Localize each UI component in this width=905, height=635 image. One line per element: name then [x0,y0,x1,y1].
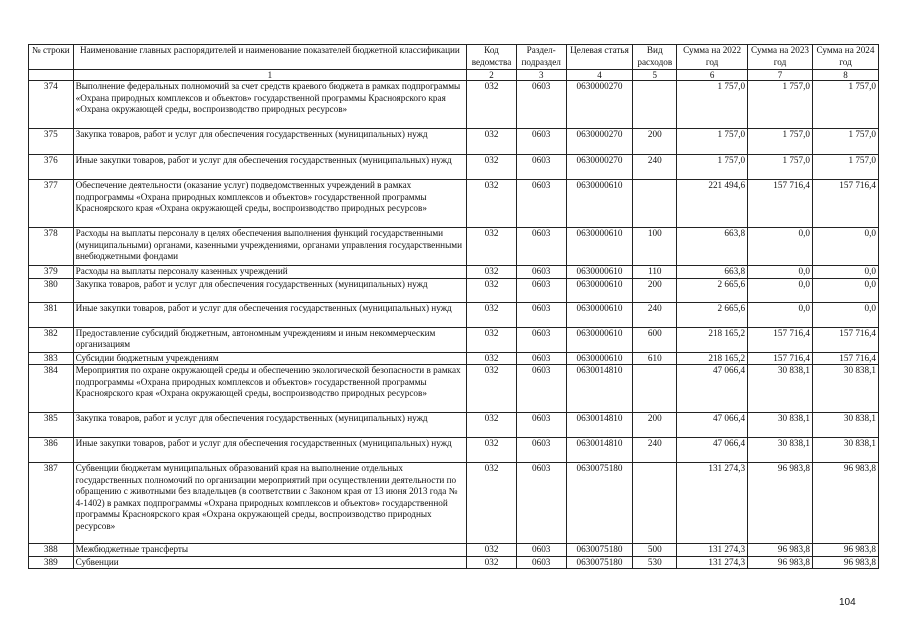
column-number: 8 [813,70,879,81]
target-item: 0630000610 [566,266,633,279]
department-code: 032 [467,413,517,438]
column-number: 2 [467,70,517,81]
table-row [29,81,879,129]
row-number: 387 [29,463,74,544]
sum-2024: 157 716,4 [813,352,879,365]
sum-2024: 0,0 [813,266,879,279]
sum-2023: 30 838,1 [748,413,813,438]
header-sum-2023: Сумма на 2023 год [748,45,813,70]
department-code: 032 [467,302,517,327]
row-name: Обеспечение деятельности (оказание услуг) подведомственных учреждений в рамках подпрограммы «Охрана природных комплексов и объектов» государственной программы Красноярского края «Охрана окружающей среды, воспроизводство природных ресурсов» [73,180,467,228]
expense-kind: 240 [633,155,677,180]
row-number: 388 [29,544,74,557]
target-item: 0630014810 [566,413,633,438]
expense-kind: 530 [633,556,677,569]
expense-kind: 240 [633,438,677,463]
section-code: 0603 [516,81,566,129]
column-number: 7 [748,70,813,81]
sum-2022: 663,8 [677,228,748,266]
target-item: 0630075180 [566,544,633,557]
row-name: Выполнение федеральных полномочий за счет средств краевого бюджета в рамках подпрограммы «Охрана природных комплексов и объектов» государственной программы Красноярского края «Охрана окружающей среды, воспроизводство природных ресурсов» [73,81,467,129]
sum-2023: 30 838,1 [748,438,813,463]
sum-2023: 1 757,0 [748,155,813,180]
department-code: 032 [467,352,517,365]
row-name: Закупка товаров, работ и услуг для обеспечения государственных (муниципальных) нужд [73,413,467,438]
department-code: 032 [467,438,517,463]
sum-2022: 131 274,3 [677,544,748,557]
target-item: 0630000610 [566,327,633,352]
target-item: 0630014810 [566,438,633,463]
expense-kind [633,180,677,228]
sum-2022: 221 494,6 [677,180,748,228]
expense-kind [633,365,677,413]
header-row-number: № строки [29,45,74,70]
row-name: Субвенции [73,556,467,569]
row-number: 379 [29,266,74,279]
target-item: 0630014810 [566,365,633,413]
row-name: Субвенции бюджетам муниципальных образований края на выполнение отдельных государственных полномочий по организации мероприятий при осуществлении деятельности по обращению с животными без владельцев (в соответствии с Законом края от 13 июня 2013 года № 4-1402) в рамках подпрограммы «Охрана природных комплексов и объектов» государственной программы Красноярского края «Охрана окружающей среды, воспроизводство природных ресурсов» [73,463,467,544]
expense-kind: 240 [633,302,677,327]
header-expense-kind: Вид расходов [633,45,677,70]
table-row [29,129,879,155]
table-row [29,463,879,544]
column-number: 4 [566,70,633,81]
department-code: 032 [467,278,517,302]
sum-2024: 96 983,8 [813,556,879,569]
row-name: Иные закупки товаров, работ и услуг для обеспечения государственных (муниципальных) нужд [73,438,467,463]
section-code: 0603 [516,438,566,463]
sum-2024: 0,0 [813,278,879,302]
row-number: 380 [29,278,74,302]
sum-2023: 0,0 [748,302,813,327]
table-row [29,365,879,413]
sum-2022: 47 066,4 [677,365,748,413]
header-section: Раздел-подраздел [516,45,566,70]
sum-2022: 47 066,4 [677,413,748,438]
section-code: 0603 [516,413,566,438]
row-name: Иные закупки товаров, работ и услуг для обеспечения государственных (муниципальных) нужд [73,302,467,327]
row-name: Закупка товаров, работ и услуг для обеспечения государственных (муниципальных) нужд [73,129,467,155]
sum-2023: 0,0 [748,228,813,266]
sum-2023: 0,0 [748,278,813,302]
row-number: 384 [29,365,74,413]
section-code: 0603 [516,302,566,327]
target-item: 0630000610 [566,302,633,327]
column-number: 3 [516,70,566,81]
sum-2024: 30 838,1 [813,438,879,463]
table-row [29,438,879,463]
row-number: 386 [29,438,74,463]
section-code: 0603 [516,155,566,180]
sum-2023: 1 757,0 [748,129,813,155]
section-code: 0603 [516,556,566,569]
table-row [29,228,879,266]
sum-2023: 157 716,4 [748,327,813,352]
sum-2024: 1 757,0 [813,129,879,155]
table-row [29,556,879,569]
department-code: 032 [467,463,517,544]
section-code: 0603 [516,266,566,279]
department-code: 032 [467,228,517,266]
section-code: 0603 [516,365,566,413]
department-code: 032 [467,544,517,557]
sum-2024: 1 757,0 [813,81,879,129]
row-number: 383 [29,352,74,365]
column-number-row [29,70,879,81]
target-item: 0630075180 [566,463,633,544]
table-row [29,544,879,557]
sum-2022: 131 274,3 [677,556,748,569]
sum-2024: 96 983,8 [813,463,879,544]
department-code: 032 [467,81,517,129]
expense-kind: 610 [633,352,677,365]
sum-2024: 157 716,4 [813,180,879,228]
sum-2022: 1 757,0 [677,81,748,129]
row-number: 381 [29,302,74,327]
sum-2024: 96 983,8 [813,544,879,557]
target-item: 0630000610 [566,352,633,365]
column-number: 1 [73,70,467,81]
sum-2024: 0,0 [813,302,879,327]
header-row [29,45,879,70]
expense-kind: 100 [633,228,677,266]
target-item: 0630000270 [566,155,633,180]
header-sum-2022: Сумма на 2022 год [677,45,748,70]
table-row [29,327,879,352]
row-name: Иные закупки товаров, работ и услуг для обеспечения государственных (муниципальных) нужд [73,155,467,180]
header-name: Наименование главных распорядителей и наименование показателей бюджетной классификации [73,45,467,70]
sum-2024: 1 757,0 [813,155,879,180]
sum-2024: 30 838,1 [813,413,879,438]
budget-table [28,44,879,569]
sum-2023: 30 838,1 [748,365,813,413]
row-number: 382 [29,327,74,352]
table-row [29,155,879,180]
row-name: Предоставление субсидий бюджетным, автономным учреждениям и иным некоммерческим организациям [73,327,467,352]
department-code: 032 [467,180,517,228]
sum-2022: 663,8 [677,266,748,279]
department-code: 032 [467,556,517,569]
section-code: 0603 [516,129,566,155]
department-code: 032 [467,129,517,155]
row-name: Межбюджетные трансферты [73,544,467,557]
sum-2022: 218 165,2 [677,352,748,365]
row-number: 375 [29,129,74,155]
column-number [29,70,74,81]
table-row [29,302,879,327]
row-name: Расходы на выплаты персоналу в целях обеспечения выполнения функций государственными (муниципальными) органами, казенными учреждениями, органами управления государственными внебюджетными фондами [73,228,467,266]
sum-2023: 96 983,8 [748,463,813,544]
sum-2022: 47 066,4 [677,438,748,463]
header-department-code: Код ведомства [467,45,517,70]
target-item: 0630000270 [566,129,633,155]
column-number: 6 [677,70,748,81]
table-row [29,278,879,302]
section-code: 0603 [516,352,566,365]
department-code: 032 [467,365,517,413]
row-number: 376 [29,155,74,180]
table-row [29,352,879,365]
section-code: 0603 [516,278,566,302]
target-item: 0630000610 [566,278,633,302]
row-name: Мероприятия по охране окружающей среды и обеспечению экологической безопасности в рамках подпрограммы «Охрана природных комплексов и объектов» государственной программы Красноярского края «Охрана окружающей среды, воспроизводство природных ресурсов» [73,365,467,413]
department-code: 032 [467,327,517,352]
sum-2022: 2 665,6 [677,302,748,327]
sum-2024: 30 838,1 [813,365,879,413]
column-number: 5 [633,70,677,81]
table-row [29,180,879,228]
row-number: 377 [29,180,74,228]
sum-2023: 0,0 [748,266,813,279]
section-code: 0603 [516,180,566,228]
sum-2023: 1 757,0 [748,81,813,129]
department-code: 032 [467,155,517,180]
sum-2022: 1 757,0 [677,129,748,155]
row-number: 389 [29,556,74,569]
sum-2022: 1 757,0 [677,155,748,180]
section-code: 0603 [516,463,566,544]
expense-kind: 200 [633,413,677,438]
sum-2023: 96 983,8 [748,556,813,569]
target-item: 0630000610 [566,180,633,228]
expense-kind: 200 [633,129,677,155]
expense-kind: 500 [633,544,677,557]
header-target-item: Целевая статья [566,45,633,70]
sum-2022: 131 274,3 [677,463,748,544]
sum-2024: 0,0 [813,228,879,266]
section-code: 0603 [516,327,566,352]
table-row [29,413,879,438]
sum-2023: 157 716,4 [748,180,813,228]
expense-kind: 110 [633,266,677,279]
page-number: 104 [839,597,856,608]
sum-2022: 218 165,2 [677,327,748,352]
row-name: Субсидии бюджетным учреждениям [73,352,467,365]
expense-kind: 600 [633,327,677,352]
row-number: 378 [29,228,74,266]
section-code: 0603 [516,544,566,557]
sum-2023: 157 716,4 [748,352,813,365]
table-row [29,266,879,279]
header-sum-2024: Сумма на 2024 год [813,45,879,70]
row-number: 374 [29,81,74,129]
row-name: Закупка товаров, работ и услуг для обеспечения государственных (муниципальных) нужд [73,278,467,302]
row-number: 385 [29,413,74,438]
target-item: 0630000610 [566,228,633,266]
sum-2023: 96 983,8 [748,544,813,557]
expense-kind [633,463,677,544]
expense-kind: 200 [633,278,677,302]
sum-2022: 2 665,6 [677,278,748,302]
section-code: 0603 [516,228,566,266]
target-item: 0630075180 [566,556,633,569]
expense-kind [633,81,677,129]
sum-2024: 157 716,4 [813,327,879,352]
target-item: 0630000270 [566,81,633,129]
row-name: Расходы на выплаты персоналу казенных учреждений [73,266,467,279]
department-code: 032 [467,266,517,279]
